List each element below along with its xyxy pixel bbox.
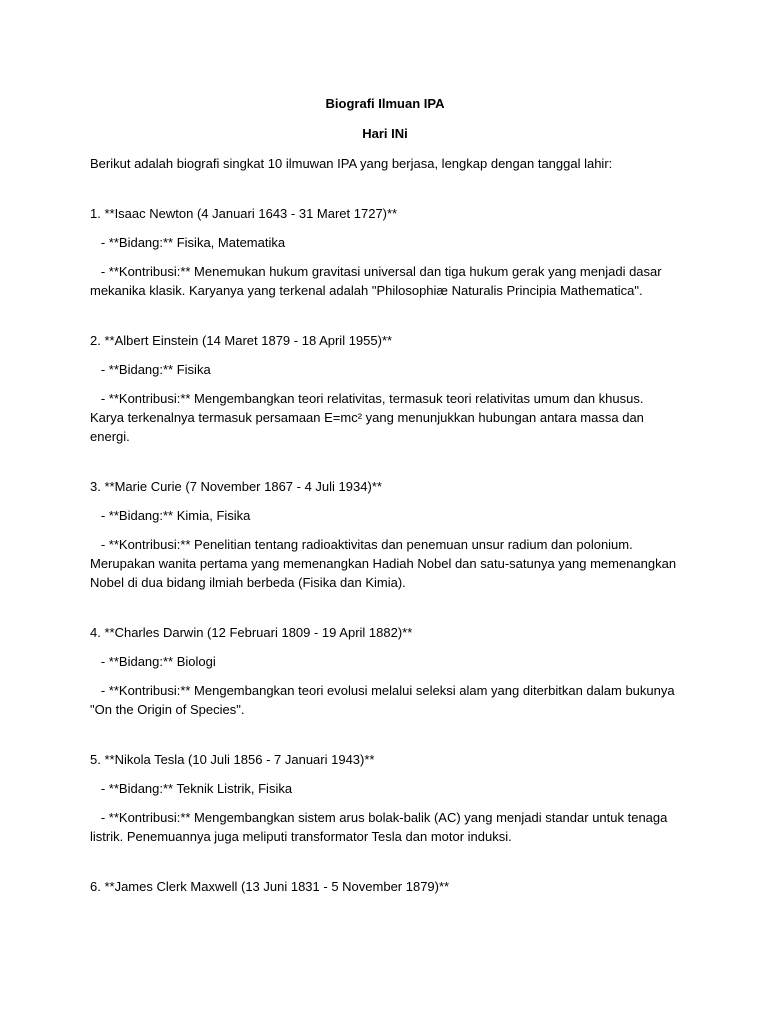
- entry-einstein: [90, 331, 680, 446]
- entry-heading: 1. **Isaac Newton (4 Januari 1643 - 31 Maret 1727)**: [90, 206, 398, 221]
- entry-kontribusi: - **Kontribusi:** Mengembangkan sistem arus bolak-balik (AC) yang menjadi standar untuk tenaga listrik. Penemuannya juga meliputi transformator Tesla dan motor induksi.: [90, 810, 671, 844]
- entry-heading: 6. **James Clerk Maxwell (13 Juni 1831 - 5 November 1879)**: [90, 879, 450, 894]
- document-body: [90, 94, 680, 927]
- entry-tesla: [90, 750, 680, 846]
- entry-heading: 2. **Albert Einstein (14 Maret 1879 - 18 April 1955)**: [90, 333, 393, 348]
- entry-bidang: - **Bidang:** Fisika, Matematika: [90, 235, 286, 250]
- entry-kontribusi: - **Kontribusi:** Menemukan hukum gravitasi universal dan tiga hukum gerak yang menjadi dasar mekanika klasik. Karyanya yang terkenal adalah "Philosophiæ Naturalis Principia Mathematica".: [90, 264, 666, 298]
- entry-bidang: - **Bidang:** Teknik Listrik, Fisika: [90, 781, 293, 796]
- entry-bidang: - **Bidang:** Biologi: [90, 654, 216, 669]
- document-title: Biografi Ilmuan IPA: [325, 96, 445, 111]
- document-subtitle: Hari INi: [362, 126, 408, 141]
- entry-maxwell: [90, 877, 680, 896]
- entry-curie: [90, 477, 680, 592]
- entry-heading: 3. **Marie Curie (7 November 1867 - 4 Juli 1934)**: [90, 479, 382, 494]
- intro-paragraph: Berikut adalah biografi singkat 10 ilmuwan IPA yang berjasa, lengkap dengan tanggal lahir:: [90, 156, 613, 171]
- entry-bidang: - **Bidang:** Fisika: [90, 362, 211, 377]
- entry-heading: 5. **Nikola Tesla (10 Juli 1856 - 7 Januari 1943)**: [90, 752, 375, 767]
- entry-newton: [90, 204, 680, 300]
- entry-kontribusi: - **Kontribusi:** Penelitian tentang radioaktivitas dan penemuan unsur radium dan polonium. Merupakan wanita pertama yang memenangkan Hadiah Nobel dan satu-satunya yang memenangkan Nobel di dua bidang ilmiah berbeda (Fisika dan Kimia).: [90, 537, 680, 590]
- entry-heading: 4. **Charles Darwin (12 Februari 1809 - 19 April 1882)**: [90, 625, 413, 640]
- entry-kontribusi: - **Kontribusi:** Mengembangkan teori evolusi melalui seleksi alam yang diterbitkan dalam bukunya "On the Origin of Species".: [90, 683, 679, 717]
- entry-darwin: [90, 623, 680, 719]
- entry-bidang: - **Bidang:** Kimia, Fisika: [90, 508, 251, 523]
- entry-kontribusi: - **Kontribusi:** Mengembangkan teori relativitas, termasuk teori relativitas umum dan khusus. Karya terkenalnya termasuk persamaan E=mc² yang menunjukkan hubungan antara massa dan energi.: [90, 391, 648, 444]
